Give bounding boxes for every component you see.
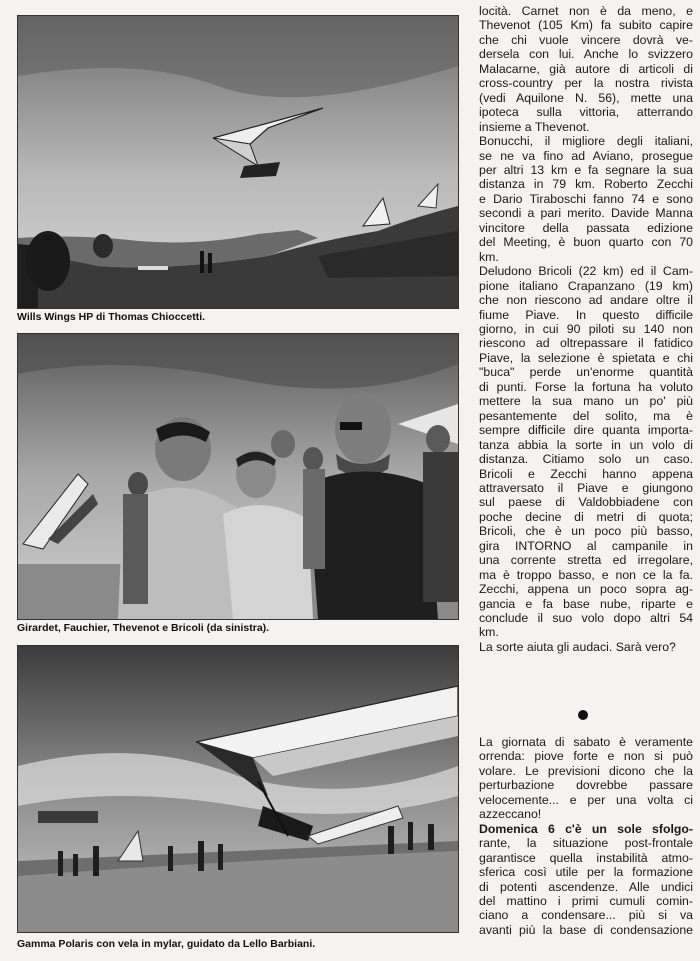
article-line: volare. Le previsioni dicono che la bbox=[479, 763, 693, 778]
section-bullet-icon bbox=[578, 710, 588, 720]
article-line: conclude il suo volo dopo altri 54 bbox=[479, 611, 693, 626]
article-line: Zecchi, appena un poco sopra ag- bbox=[479, 582, 693, 597]
article-line: (vedi Aquilone N. 56), mette una bbox=[479, 90, 693, 105]
article-line: se ne va fino ad Aviano, prosegue bbox=[479, 148, 693, 163]
article-line: perturbazione dovrebbe passare bbox=[479, 778, 693, 793]
article-line: sul paese di Valdobbiadene con bbox=[479, 495, 693, 510]
photo-pilots-group bbox=[17, 333, 459, 620]
photo-caption: Gamma Polaris con vela in mylar, guidato da Lello Barbiani. bbox=[17, 938, 316, 950]
article-column-bottom bbox=[479, 735, 693, 937]
article-line: gira INTORNO al campanile in bbox=[479, 538, 693, 553]
article-line: ciano a condensare... più si va bbox=[479, 908, 693, 923]
article-line: tanza abbia la sorte in un volo di bbox=[479, 437, 693, 452]
article-line: velocemente... e per una volta ci bbox=[479, 792, 693, 807]
article-line: azzeccano! bbox=[479, 807, 542, 822]
article-line: La sorte aiuta gli audaci. Sarà vero? bbox=[479, 639, 676, 654]
article-line: Deludono Bricoli (22 km) ed il Cam- bbox=[479, 264, 693, 279]
article-line: Malacarne, già autore di articoli di bbox=[479, 61, 693, 76]
article-line: rante, la situazione post-frontale bbox=[479, 836, 693, 851]
article-line: km. bbox=[479, 625, 499, 640]
article-line: vincitore della passata edizione bbox=[479, 220, 693, 235]
article-line: secondi a pari merito. Davide Manna bbox=[479, 206, 693, 221]
article-line: distanza. Citiamo solo un caso. bbox=[479, 452, 693, 467]
photo-caption: Wills Wings HP di Thomas Chioccetti. bbox=[17, 311, 206, 323]
article-line: Thevenot (105 Km) fa subito capire bbox=[479, 18, 693, 33]
article-line: mettere la sua mano un po' più bbox=[479, 394, 693, 409]
article-line: avanti più la base di condensazione bbox=[479, 922, 693, 937]
article-line: poche decine di metri di quota; bbox=[479, 509, 693, 524]
article-line: del Meeting, è buon quarto con 70 bbox=[479, 235, 693, 250]
article-line: cross-country per la nostra rivista bbox=[479, 76, 693, 91]
article-line: che chi vuole vincere dovrà ve- bbox=[479, 32, 693, 47]
article-line: Piave, la selezione è spietata e chi bbox=[479, 350, 693, 365]
article-line: giorno, in cui 90 piloti su 140 non bbox=[479, 321, 693, 336]
article-line: ipoteca sulla vittoria, atterrando bbox=[479, 105, 693, 120]
article-line: Bricoli, che è un poco più basso, bbox=[479, 524, 693, 539]
article-line: per altri 13 km e fa segnare la sua bbox=[479, 162, 693, 177]
article-line: gancia e fa base nube, riparte e bbox=[479, 596, 693, 611]
article-line: del mattino i primi cumuli comin- bbox=[479, 893, 693, 908]
article-line: fiume Piave. In questo difficile bbox=[479, 307, 693, 322]
article-line: pesantemente del solito, ma è bbox=[479, 408, 693, 423]
article-line: locità. Carnet non è da meno, e bbox=[479, 4, 693, 18]
article-line: garantisce quella instabilità atmo- bbox=[479, 850, 693, 865]
article-line: Domenica 6 c'è un sole sfolgo- bbox=[479, 821, 693, 836]
photo-hang-glider-flight bbox=[17, 15, 459, 309]
article-line: Bricoli e Zecchi hanno appena bbox=[479, 466, 693, 481]
article-line: orrenda: piove forte e non si può bbox=[479, 749, 693, 764]
article-column-top bbox=[479, 4, 693, 654]
article-line: km. bbox=[479, 249, 499, 264]
article-line: sempre difficile dire quanta importa- bbox=[479, 423, 693, 438]
article-line: di punti. Forse la fortuna ha voluto bbox=[479, 379, 693, 394]
article-line: una corrente stretta ed irregolare, bbox=[479, 553, 693, 568]
article-line: distanza in 79 km. Roberto Zecchi bbox=[479, 177, 693, 192]
article-line: di potenti ascendenze. Alle undici bbox=[479, 879, 693, 894]
article-line: dersela con lui. Anche lo svizzero bbox=[479, 47, 693, 62]
article-line: insieme a Thevenot. bbox=[479, 119, 590, 134]
article-line: "buca" perde un'enorme quantità bbox=[479, 365, 693, 380]
article-line: La giornata di sabato è veramente bbox=[479, 735, 693, 749]
article-line: Bonucchi, il migliore degli italiani, bbox=[479, 134, 693, 149]
article-line: ma è troppo basso, e non ce la fa. bbox=[479, 567, 693, 582]
article-line: riescono ad oltrepassare il fatidico bbox=[479, 336, 693, 351]
photo-caption: Girardet, Fauchier, Thevenot e Bricoli (da sinistra). bbox=[17, 622, 270, 634]
photo-gamma-polaris bbox=[17, 645, 459, 933]
article-line: pione italiano Crapanzano (19 km) bbox=[479, 278, 693, 293]
article-line: attraversato il Piave e giungono bbox=[479, 480, 693, 495]
article-line: e Dario Tiraboschi fanno 74 e sono bbox=[479, 191, 693, 206]
article-line: che non riescono ad andare oltre il bbox=[479, 293, 693, 308]
article-line: sferica così utile per la formazione bbox=[479, 865, 693, 880]
